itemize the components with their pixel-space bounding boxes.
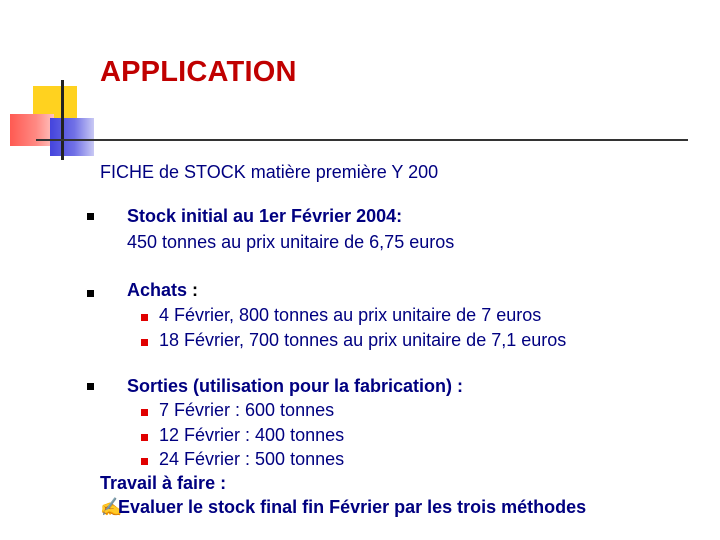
sub-bullet-icon (141, 434, 148, 441)
sorties-item: 7 Février : 600 tonnes (159, 400, 335, 420)
bullet-icon (87, 383, 94, 390)
sorties-heading: Sorties (utilisation pour la fabrication) : (127, 376, 464, 396)
achats-colon: : (187, 280, 199, 300)
sorties-item: 12 Février : 400 tonnes (159, 425, 345, 445)
bullet-icon (87, 213, 94, 220)
pencil-hand-icon: ✍ (100, 497, 123, 517)
achats-item: 18 Février, 700 tonnes au prix unitaire de 7,1 euros (159, 330, 567, 350)
travail-heading: Travail à faire : (100, 473, 227, 493)
slide-title: APPLICATION (100, 56, 297, 88)
sub-bullet-icon (141, 409, 148, 416)
stock-initial-heading: Stock initial au 1er Février 2004: (127, 206, 403, 226)
sub-bullet-icon (141, 458, 148, 465)
slide-subtitle: FICHE de STOCK matière première Y 200 (100, 162, 439, 182)
logo-vertical-line (61, 80, 64, 160)
achats-heading-line (127, 280, 198, 301)
sub-bullet-icon (141, 314, 148, 321)
title-divider-line (36, 139, 688, 141)
achats-heading: Achats (127, 280, 188, 300)
stock-initial-detail: 450 tonnes au prix unitaire de 6,75 euros (127, 232, 455, 252)
sub-bullet-icon (141, 339, 148, 346)
logo-blue-square (50, 118, 94, 156)
bullet-icon (87, 290, 94, 297)
travail-instruction: Evaluer le stock final fin Février par les trois méthodes (118, 497, 587, 517)
travail-instruction-line (100, 497, 586, 518)
logo-red-square (10, 114, 54, 146)
sorties-item: 24 Février : 500 tonnes (159, 449, 345, 469)
achats-item: 4 Février, 800 tonnes au prix unitaire de 7 euros (159, 305, 542, 325)
